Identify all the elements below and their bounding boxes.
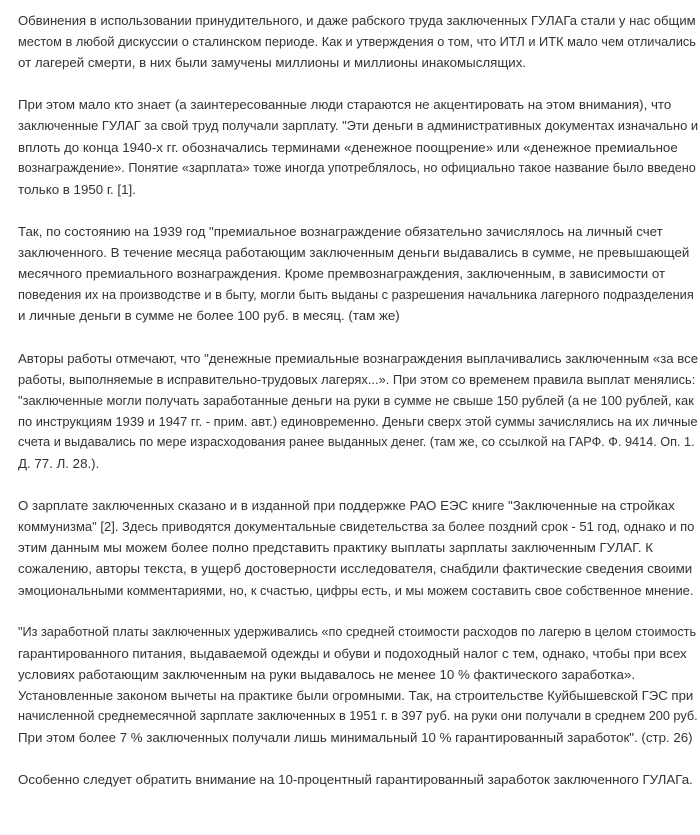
text-line: эмоциональными комментариями, но, к счастью, цифры есть, и мы можем составить свое собственное мнение.: [18, 582, 694, 598]
paragraph-1939-rules: [18, 221, 698, 326]
paragraph-gap: [18, 474, 698, 495]
text-line: "Из заработной платы заключенных удерживались «по средней стоимости расходов по лагерю в целом стоимость: [18, 624, 697, 639]
text-line: работы, выполняемые в исправительно-трудовых лагерях...». При этом со временем правила выплат менялись:: [18, 371, 696, 387]
paragraph-gap: [18, 601, 698, 622]
text-line: коммунизма" [2]. Здесь приводятся документальные свидетельства за более поздний срок - 51 год, однако и по: [18, 519, 695, 535]
paragraph-gap: [18, 748, 698, 769]
paragraph-guaranteed-wage: [18, 769, 698, 790]
text-line: по инструкциям 1939 и 1947 гг. - прим. авт.) единовременно. Деньги сверх этой суммы зачислялись на их личные: [18, 413, 698, 429]
text-line: начисленной среднемесячной зарплате заключенных в 1951 г. в 397 руб. на руки они получали в среднем 200 руб.: [18, 709, 698, 724]
text-line: счета и выдавались по мере израсходования ранее выданных денег. (там же, со ссылкой на ГАРФ. Ф. 9414. Оп. 1.: [18, 434, 695, 449]
article-body: [18, 10, 698, 790]
text-line: Особенно следует обратить внимание на 10-процентный гарантированный заработок заключенного ГУЛАГа.: [18, 772, 693, 788]
text-line: вознаграждение». Понятие «зарплата» тоже иногда употреблялось, но официально такое название было введено: [18, 160, 696, 175]
text-line: только в 1950 г. [1].: [18, 181, 136, 197]
text-line: заключенные ГУЛАГ за свой труд получали зарплату. "Эти деньги в административных документах изначально и: [18, 118, 699, 134]
text-line: поведения их на производстве и в быту, могли быть выданы с разрешения начальника лагерного подразделения: [18, 287, 694, 303]
text-line: Обвинения в использовании принудительного, и даже рабского труда заключенных ГУЛАГа стали у нас общим: [18, 13, 696, 28]
text-line: от лагерей смерти, в них были замучены миллионы и миллионы инакомыслящих.: [18, 55, 527, 71]
text-line: О зарплате заключенных сказано и в изданной при поддержке РАО ЕЭС книге "Заключенные на стройках: [18, 498, 675, 514]
text-line: Д. 77. Л. 28.).: [18, 455, 100, 471]
text-line: вплоть до конца 1940-х гг. обозначались терминами «денежное поощрение» или «денежное премиальное: [18, 139, 678, 155]
text-line: "заключенные могли получать заработанные деньги на руки в сумме не свыше 150 рублей (а не 100 рублей, как: [18, 392, 694, 408]
text-line: месячного премиального вознаграждения. Кроме премвознаграждения, заключенным, в зависимости от: [18, 266, 666, 282]
paragraph-book-reference: [18, 495, 698, 600]
paragraph-intro: [18, 10, 698, 73]
text-line: сожалению, авторы текста, в ущерб достоверности исследователя, снабдили фактические сведения своими: [18, 561, 693, 577]
paragraph-gap: [18, 326, 698, 347]
text-line: Установленные законом вычеты на практике были огромными. Так, на строительстве Куйбышевской ГЭС при: [18, 688, 694, 703]
paragraph-quote-deductions: [18, 622, 698, 749]
text-line: При этом мало кто знает (а заинтересованные люди стараются не акцентировать на этом внимания), что: [18, 97, 672, 113]
text-line: условиях работающим заключенным на руки выдавалось не менее 10 % фактического заработка».: [18, 666, 636, 682]
paragraph-gap: [18, 73, 698, 94]
text-line: Авторы работы отмечают, что "денежные премиальные вознаграждения выплачивались заключенным «за все: [18, 350, 699, 366]
text-line: этим данным мы можем более полно представить практику выплаты зарплаты заключенным ГУЛАГ. К: [18, 540, 653, 556]
text-line: заключенного. В течение месяца работающим заключенным деньги выдавались в сумме, не превышающей: [18, 245, 690, 261]
text-line: При этом более 7 % заключенных получали лишь минимальный 10 % гарантированный заработок". (стр. 26): [18, 730, 693, 746]
text-line: и личные деньги в сумме не более 100 руб. в месяц. (там же): [18, 308, 400, 324]
text-line: Так, по состоянию на 1939 год "премиальное вознаграждение обязательно зачислялось на личный счет: [18, 223, 663, 239]
paragraph-salary-terms: [18, 94, 698, 199]
paragraph-authors-note: [18, 348, 698, 475]
text-line: местом в любой дискуссии о сталинском периоде. Как и утверждения о том, что ИТЛ и ИТК мало чем отличались: [18, 34, 696, 50]
text-line: гарантированного питания, выдаваемой одежды и обуви и подоходный налог с тем, однако, чтобы при всех: [18, 645, 687, 661]
paragraph-gap: [18, 200, 698, 221]
